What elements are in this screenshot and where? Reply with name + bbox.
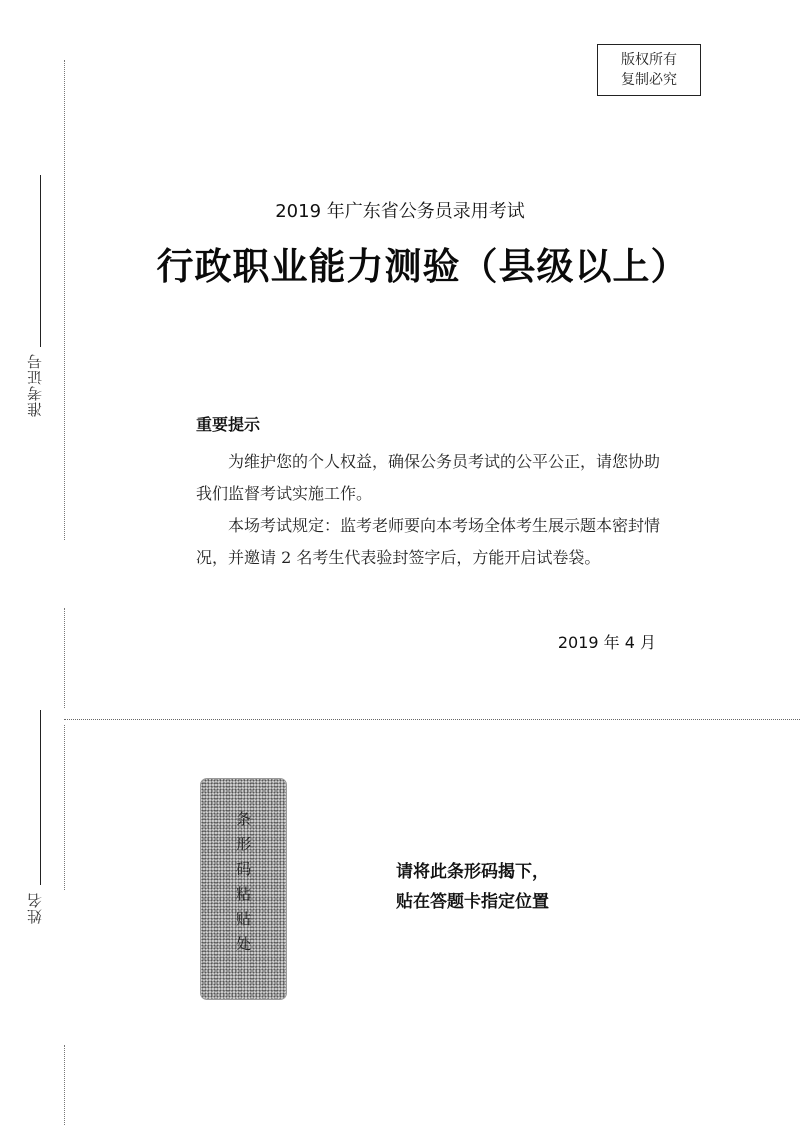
copyright-line-2: 复制必究 bbox=[621, 72, 677, 88]
barcode-sticker-area bbox=[200, 778, 287, 1000]
notice-paragraph-1-text: 为维护您的个人权益，确保公务员考试的公平公正，请您协助我们监督考试实施工作。 bbox=[196, 452, 661, 503]
barcode-instruction-line-1: 请将此条形码揭下， bbox=[396, 862, 549, 882]
admission-number-label: 准考证号 bbox=[26, 353, 44, 417]
notice-paragraph-2 bbox=[196, 510, 674, 574]
copyright-stamp bbox=[597, 44, 701, 96]
binding-dotted-line-lower bbox=[64, 725, 65, 890]
exam-subtitle: 2019 年广东省公务员录用考试 bbox=[275, 201, 525, 222]
name-writing-line bbox=[40, 710, 41, 885]
barcode-label: 条形码粘贴处 bbox=[234, 811, 252, 961]
binding-dotted-line-bottom bbox=[64, 1045, 65, 1125]
binding-dotted-line-middle bbox=[64, 608, 65, 708]
notice-paragraph-1 bbox=[196, 446, 674, 510]
notice-date: 2019 年 4 月 bbox=[557, 633, 656, 652]
exam-title: 行政职业能力测验（县级以上） bbox=[156, 244, 689, 288]
copyright-line-1: 版权所有 bbox=[621, 52, 677, 68]
notice-heading: 重要提示 bbox=[196, 415, 261, 434]
notice-paragraph-2-text: 本场考试规定：监考老师要向本考场全体考生展示题本密封情况，并邀请 2 名考生代表验封签字后，方能开启试卷袋。 bbox=[196, 516, 661, 567]
barcode-instruction bbox=[396, 857, 549, 917]
barcode-instruction-line-2: 贴在答题卡指定位置 bbox=[396, 892, 549, 912]
binding-dotted-line-top bbox=[64, 60, 65, 540]
name-label: 姓名 bbox=[26, 892, 44, 924]
tear-off-dotted-line bbox=[64, 719, 800, 720]
